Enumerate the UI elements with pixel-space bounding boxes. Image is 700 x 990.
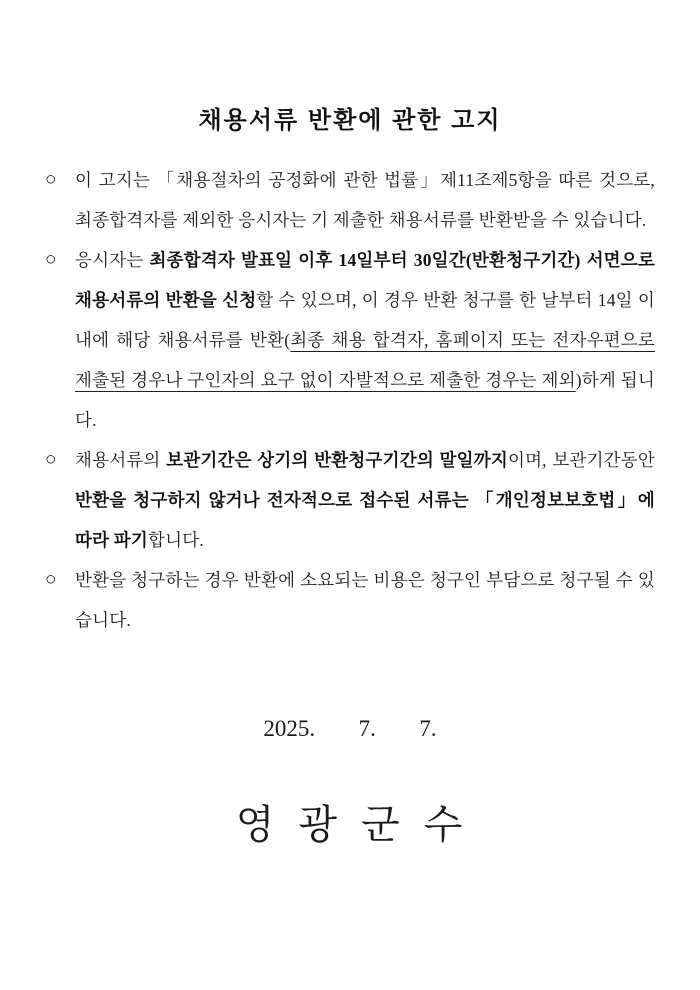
notice-item (45, 160, 655, 240)
notice-item (45, 440, 655, 560)
issuer-signature: 영 광 군 수 (235, 802, 465, 847)
circle-bullet-icon: ○ (45, 449, 57, 470)
page-title: 채용서류 반환에 관한 고지 (198, 107, 502, 134)
notice-item-text: 채용서류의 보관기간은 상기의 반환청구기간의 말일까지이며, 보관기간동안 반환을 청구하지 않거나 전자적으로 접수된 서류는 「개인정보보호법」에 따라 파기합니다. (75, 450, 655, 550)
notice-body (0, 160, 700, 640)
circle-bullet-icon: ○ (45, 249, 57, 270)
notice-item (45, 240, 655, 440)
circle-bullet-icon: ○ (45, 569, 57, 590)
notice-item-text: 반환을 청구하는 경우 반환에 소요되는 비용은 청구인 부담으로 청구될 수 있습니다. (75, 570, 655, 630)
issue-date: 2025. 7. 7. (263, 716, 437, 741)
circle-bullet-icon: ○ (45, 169, 57, 190)
notice-item-text: 이 고지는 「채용절차의 공정화에 관한 법률」제11조제5항을 따른 것으로, 최종합격자를 제외한 응시자는 기 제출한 채용서류를 반환받을 수 있습니다. (75, 170, 655, 230)
notice-item-text: 응시자는 최종합격자 발표일 이후 14일부터 30일간(반환청구기간) 서면으로 채용서류의 반환을 신청할 수 있으며, 이 경우 반환 청구를 한 날부터 14일 이내에 해당 채용서류를 반환(최종 채용 합격자, 홈페이지 또는 전자우편으로 제출된 경우나 구인자의 요구 없이 자발적으로 제출한 경우는 제외)하게 됩니다. (75, 250, 655, 430)
notice-item (45, 560, 655, 640)
